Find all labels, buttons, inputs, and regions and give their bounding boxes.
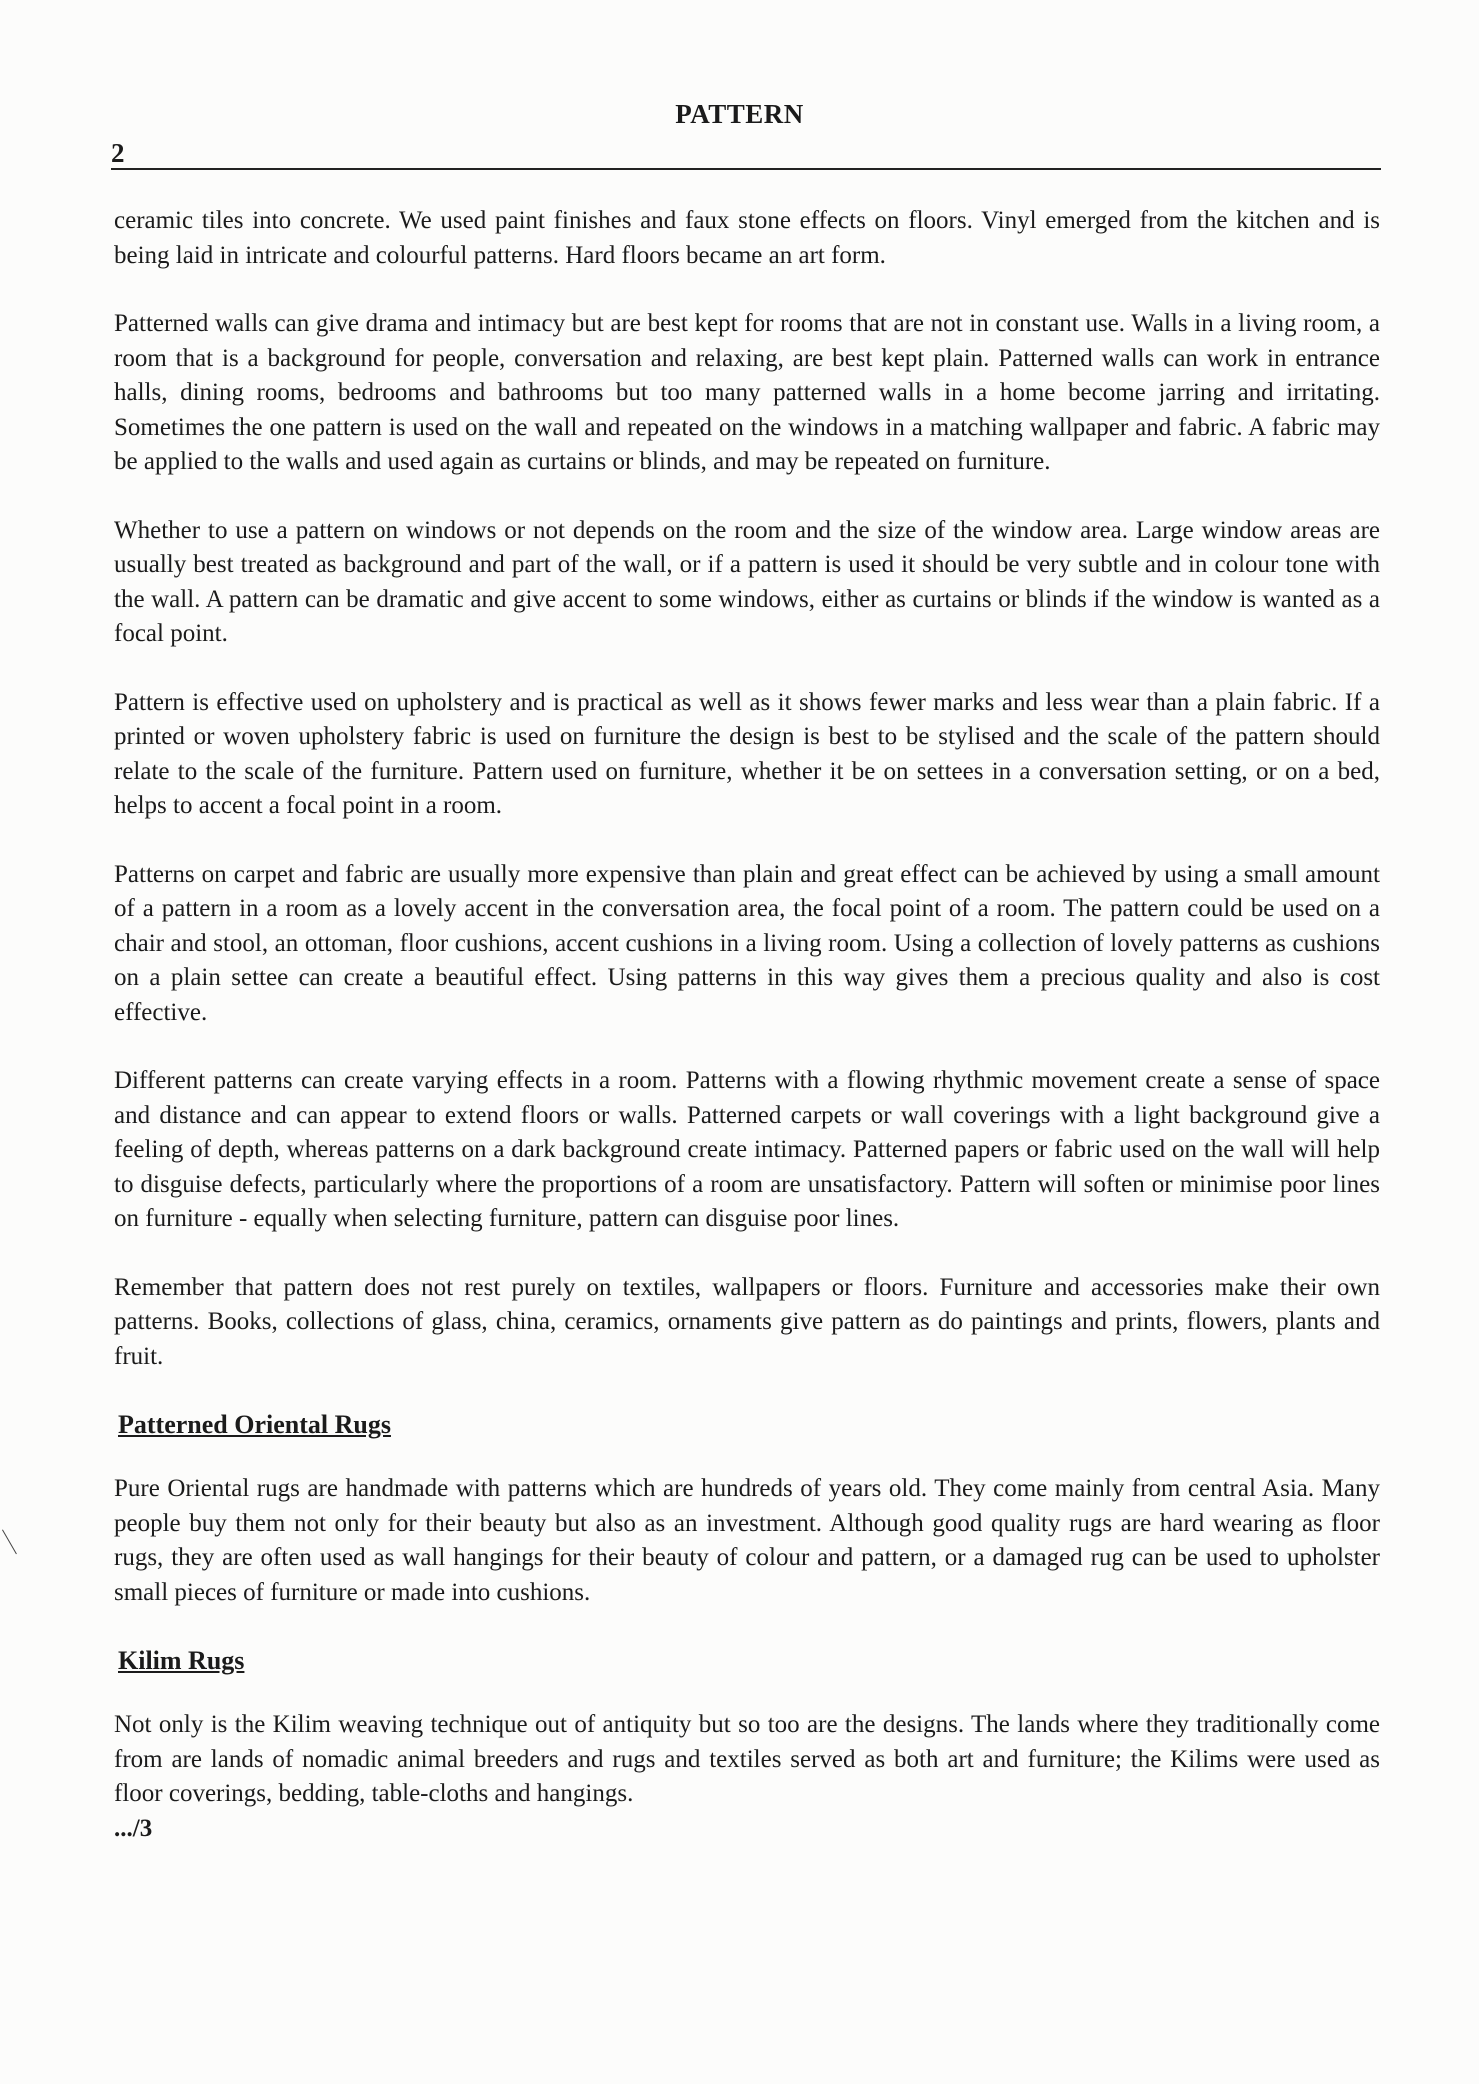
paragraph: Patterns on carpet and fabric are usually more expensive than plain and great effect can be achieved by using a small amount of a pattern in a room as a lovely accent in the conversation area, the focal point of a room. The pattern could be used on a chair and stool, an ottoman, floor cushions, accent cushions in a living room. Using a collection of lovely patterns as cushions on a plain settee can create a beautiful effect. Using patterns in this way gives them a precious quality and also is cost effective. xyxy=(114,860,1380,1026)
header-rule xyxy=(111,168,1381,170)
document-body xyxy=(114,204,1380,1846)
paragraph: Pattern is effective used on upholstery and is practical as well as it shows fewer marks and less wear than a plain fabric. If a printed or woven upholstery fabric is used on furniture the design is best to be stylised and the scale of the pattern should relate to the scale of the furniture. Pattern used on furniture, whether it be on settees in a conversation setting, or on a bed, helps to accent a focal point in a room. xyxy=(114,688,1380,819)
section-text-oriental-rugs: Pure Oriental rugs are handmade with patterns which are hundreds of years old. They come mainly from central Asia. Many people buy them not only for their beauty but also as an investment. Although good quality rugs are hard wearing as floor rugs, they are often used as wall hangings for their beauty of colour and pattern, or a damaged rug can be used to upholster small pieces of furniture or made into cushions. xyxy=(114,1475,1380,1606)
page-title: PATTERN xyxy=(675,99,804,129)
page-number: 2 xyxy=(111,138,125,168)
section-text-kilim-rugs: Not only is the Kilim weaving technique out of antiquity but so too are the designs. The lands where they traditionally come from are lands of nomadic animal breeders and rugs and textiles served as both art and furniture; the Kilims were used as floor coverings, bedding, table-cloths and hangings. xyxy=(114,1711,1380,1807)
paragraph: Different patterns can create varying effects in a room. Patterns with a flowing rhythmic movement create a sense of space and distance and can appear to extend floors or walls. Patterned carpets or wall coverings with a light background give a feeling of depth, whereas patterns on a dark background create intimacy. Patterned papers or fabric used on the wall will help to disguise defects, particularly where the proportions of a room are unsatisfactory. Pattern will soften or minimise poor lines on furniture - equally when selecting furniture, pattern can disguise poor lines. xyxy=(114,1067,1380,1232)
margin-mark xyxy=(2,1525,26,1555)
continued-marker: .../3 xyxy=(114,1814,153,1842)
paragraph: Remember that pattern does not rest purely on textiles, wallpapers or floors. Furniture and accessories make their own patterns. Books, collections of glass, china, ceramics, ornaments give pattern as do paintings and prints, flowers, plants and fruit. xyxy=(114,1273,1380,1370)
paragraph: Whether to use a pattern on windows or not depends on the room and the size of the window area. Large window areas are usually best treated as background and part of the wall, or if a pattern is used it should be very subtle and in colour tone with the wall. A pattern can be dramatic and give accent to some windows, either as curtains or blinds if the window is wanted as a focal point. xyxy=(114,516,1380,647)
section-heading-oriental-rugs: Patterned Oriental Rugs xyxy=(118,1410,391,1439)
paragraph: ceramic tiles into concrete. We used paint finishes and faux stone effects on floors. Vinyl emerged from the kitchen and is being laid in intricate and colourful patterns. Hard floors became an art form. xyxy=(114,207,1380,269)
paragraph: Patterned walls can give drama and intimacy but are best kept for rooms that are not in constant use. Walls in a living room, a room that is a background for people, conversation and relaxing, are best kept plain. Patterned walls can work in entrance halls, dining rooms, bedrooms and bathrooms but too many patterned walls in a home become jarring and irritating. Sometimes the one pattern is used on the wall and repeated on the windows in a matching wallpaper and fabric. A fabric may be applied to the walls and used again as curtains or blinds, and may be repeated on furniture. xyxy=(114,310,1380,475)
section-heading-kilim-rugs: Kilim Rugs xyxy=(118,1646,245,1675)
